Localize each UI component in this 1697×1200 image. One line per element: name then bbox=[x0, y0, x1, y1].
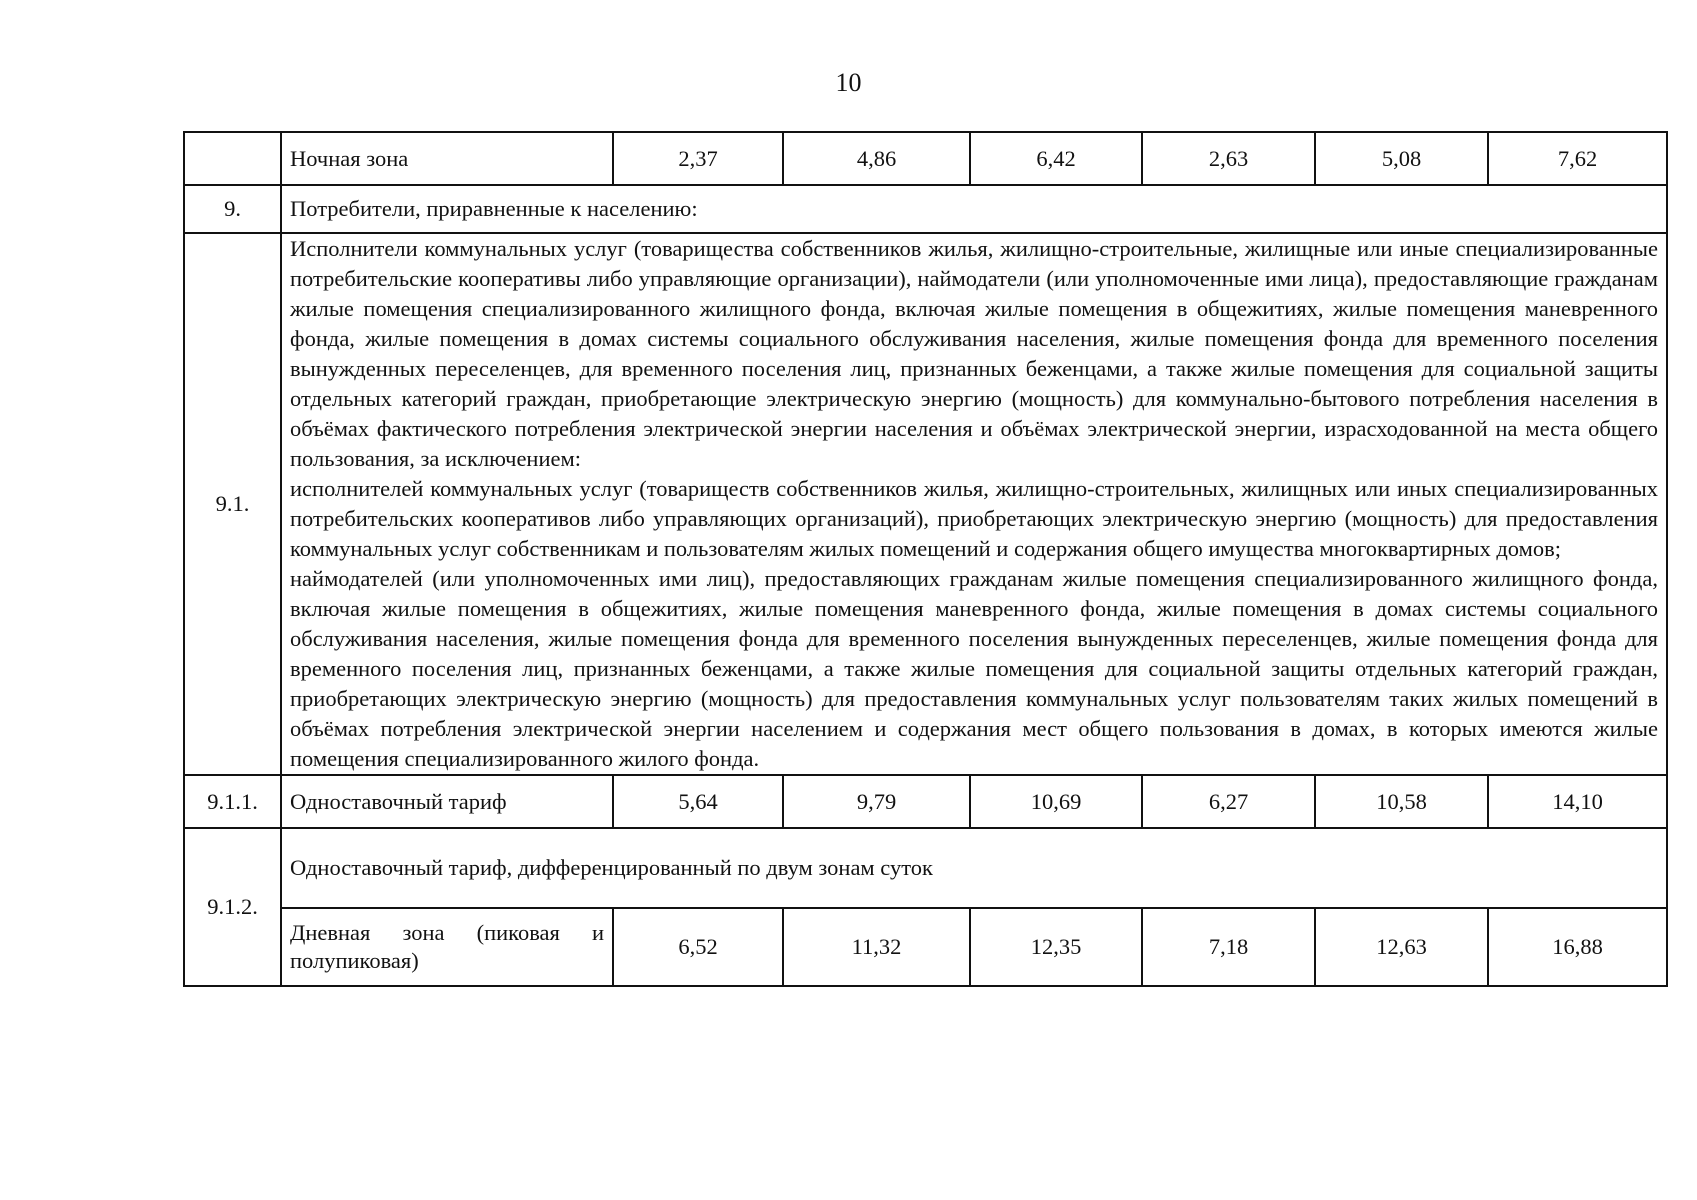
value-cell: 6,27 bbox=[1142, 775, 1315, 828]
value-cell: 12,63 bbox=[1315, 908, 1488, 986]
value-cell: 5,08 bbox=[1315, 132, 1488, 185]
description-paragraph: Исполнители коммунальных услуг (товарищества собственников жилья, жилищно-строительные, жилищные или иные специализированные потребительские кооперативы либо управляющие организации), наймодатели (или уполномоченные ими лица), предоставляющие гражданам жилые помещения специализированного жилищного фонда, включая жилые помещения в общежитиях, жилые помещения маневренного фонда, жилые помещения в домах системы социального обслуживания населения, жилые помещения фонда для временного поселения вынужденных переселенцев, для временного поселения лиц, признанных беженцами, а также жилые помещения для социальной защиты отдельных категорий граждан, приобретающие электрическую энергию (мощность) для коммунально-бытового потребления населения в объёмах фактического потребления электрической энергии населения и объёмах электрической энергии, израсходованной на места общего пользования, за исключением: bbox=[290, 236, 1658, 471]
tariff-table bbox=[183, 131, 1668, 987]
value-cell: 12,35 bbox=[970, 908, 1142, 986]
value-cell: 10,69 bbox=[970, 775, 1142, 828]
description-paragraph: исполнителей коммунальных услуг (товариществ собственников жилья, жилищно-строительных, жилищных или иных специализированных потребительских кооперативов либо управляющих организаций), приобретающих электрическую энергию (мощность) для предоставления коммунальных услуг собственникам и пользователям жилых помещений и содержания общего имущества многоквартирных домов; bbox=[290, 476, 1658, 561]
value-cell: 11,32 bbox=[783, 908, 970, 986]
table-row-9 bbox=[184, 185, 1667, 233]
table-row-9-1-1 bbox=[184, 775, 1667, 828]
row-number-cell bbox=[184, 132, 281, 185]
value-cell: 2,63 bbox=[1142, 132, 1315, 185]
value-cell: 4,86 bbox=[783, 132, 970, 185]
row-number-cell: 9.1. bbox=[184, 233, 281, 775]
consumer-description bbox=[281, 233, 1667, 775]
table-row-9-1-2 bbox=[184, 828, 1667, 908]
value-cell: 16,88 bbox=[1488, 908, 1667, 986]
value-cell: 7,18 bbox=[1142, 908, 1315, 986]
row-number-cell: 9.1.2. bbox=[184, 828, 281, 986]
value-cell: 9,79 bbox=[783, 775, 970, 828]
table-row-9-1 bbox=[184, 233, 1667, 775]
section-heading: Потребители, приравненные к населению: bbox=[281, 185, 1667, 233]
night-zone-label: Ночная зона bbox=[281, 132, 613, 185]
value-cell: 5,64 bbox=[613, 775, 783, 828]
value-cell: 14,10 bbox=[1488, 775, 1667, 828]
single-rate-label: Одноставочный тариф bbox=[281, 775, 613, 828]
table-row-night-zone bbox=[184, 132, 1667, 185]
day-zone-label: Дневная зона (пиковая и полупиковая) bbox=[281, 908, 613, 986]
two-zone-rate-heading: Одноставочный тариф, дифференцированный по двум зонам суток bbox=[281, 828, 1667, 908]
value-cell: 10,58 bbox=[1315, 775, 1488, 828]
value-cell: 6,52 bbox=[613, 908, 783, 986]
row-number-cell: 9.1.1. bbox=[184, 775, 281, 828]
description-paragraph: наймодателей (или уполномоченных ими лиц), предоставляющих гражданам жилые помещения специализированного жилищного фонда, включая жилые помещения в общежитиях, жилые помещения маневренного фонда, жилые помещения в домах системы социального обслуживания населения, жилые помещения фонда для временного поселения вынужденных переселенцев, жилые помещения фонда для временного поселения лиц, признанных беженцами, а также жилые помещения для социальной защиты отдельных категорий граждан, приобретающих электрическую энергию (мощность) для предоставления коммунальных услуг пользователям таких жилых помещений в объёмах потребления электрической энергии населением и содержания мест общего пользования в домах, в которых имеются жилые помещения специализированного жилого фонда. bbox=[290, 566, 1658, 771]
table-row-day-zone bbox=[184, 908, 1667, 986]
row-number-cell: 9. bbox=[184, 185, 281, 233]
value-cell: 7,62 bbox=[1488, 132, 1667, 185]
page-number: 10 bbox=[835, 68, 862, 97]
value-cell: 2,37 bbox=[613, 132, 783, 185]
value-cell: 6,42 bbox=[970, 132, 1142, 185]
